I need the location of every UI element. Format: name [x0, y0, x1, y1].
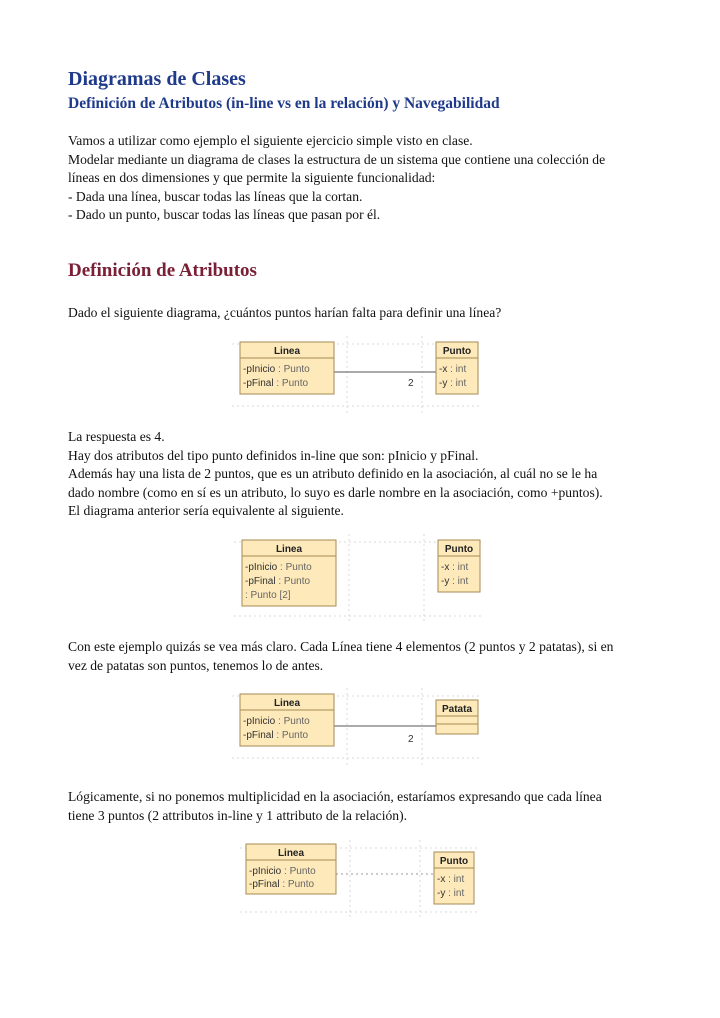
class-box-punto — [436, 342, 478, 394]
svg-text:-pInicio : Punto — [245, 562, 312, 573]
text-line: vez de patatas son puntos, tenemos lo de antes. — [68, 657, 324, 673]
class-name: Linea — [277, 848, 305, 859]
section-title: Definición de Atributos — [68, 260, 257, 281]
attribute-name: -pInicio — [243, 716, 276, 727]
attribute-type: : Punto — [275, 576, 311, 587]
attribute-type: : int — [445, 888, 465, 899]
question-paragraph — [68, 304, 652, 323]
document-title: Diagramas de Clases — [68, 68, 246, 90]
svg-text:-x : int — [441, 562, 468, 573]
attribute-type: : int — [449, 576, 469, 587]
class-diagram-4 — [240, 840, 480, 920]
svg-text:: Punto [2] — [245, 590, 291, 601]
attribute-name: -x — [441, 562, 450, 573]
attribute-type: : Punto — [273, 378, 309, 389]
svg-text:-pInicio : Punto — [243, 364, 310, 375]
class-box-punto — [438, 540, 480, 592]
attribute-name: -pFinal — [245, 576, 276, 587]
attribute-name: -pFinal — [243, 378, 274, 389]
svg-text:-y : int — [437, 888, 464, 899]
attribute-type: : int — [445, 874, 465, 885]
class-diagram-3 — [232, 688, 482, 768]
attribute-type: : Punto — [273, 730, 309, 741]
svg-text:-y : int — [441, 576, 468, 587]
svg-text:-y : int — [439, 378, 466, 389]
text-line: Dado el siguiente diagrama, ¿cuántos puntos harían falta para definir una línea? — [68, 305, 502, 320]
attribute-name: -pInicio — [243, 364, 276, 375]
text-line: Vamos a utilizar como ejemplo el siguiente ejercicio simple visto en clase. — [68, 133, 473, 148]
svg-text:-pFinal : Punto — [245, 576, 310, 587]
attribute-type: : Punto — [275, 364, 310, 375]
text-line: Con este ejemplo quizás se vea más claro. Cada Línea tiene 4 elementos (2 puntos y 2 patatas), si en — [68, 639, 614, 654]
logic-paragraph — [68, 788, 652, 825]
class-name: Punto — [439, 856, 469, 867]
text-line: tiene 3 puntos (2 attributos in-line y 1 attributo de la relación). — [68, 807, 408, 823]
attribute-name: -pFinal — [249, 879, 280, 890]
text-line: La respuesta es 4. — [68, 429, 165, 444]
text-line: líneas en dos dimensiones y que permite la siguiente funcionalidad: — [68, 170, 436, 185]
class-box-patata — [436, 700, 478, 734]
attribute-type: : Punto [2] — [245, 590, 291, 601]
attribute-type: : Punto — [281, 866, 316, 877]
class-name: Patata — [441, 704, 473, 715]
text-line: dado nombre (como en sí es un atributo, lo suyo es darle nombre en la asociación, como +puntos). — [68, 484, 603, 500]
attribute-name: -y — [439, 378, 448, 389]
attribute-name: -x — [437, 874, 446, 885]
svg-text:-x : int — [439, 364, 466, 375]
svg-text:-pFinal : Punto — [243, 730, 308, 741]
text-line: Hay dos atributos del tipo punto definidos in-line que son: pInicio y pFinal. — [68, 447, 479, 463]
text-line: Lógicamente, si no ponemos multiplicidad en la asociación, estaríamos expresando que cada línea — [68, 789, 602, 804]
answer-paragraph — [68, 428, 652, 521]
class-box-punto — [434, 852, 474, 904]
class-name: Linea — [273, 346, 301, 357]
attribute-type: : int — [447, 364, 467, 375]
multiplicity-label: 2 — [408, 734, 414, 745]
svg-text:-pFinal : Punto — [243, 378, 308, 389]
text-line: - Dada una línea, buscar todas las líneas que la cortan. — [68, 188, 363, 204]
class-name: Punto — [444, 544, 474, 555]
svg-text:-pFinal : Punto — [249, 879, 314, 890]
attribute-name: -x — [439, 364, 448, 375]
class-diagram-2 — [234, 534, 484, 624]
patatas-paragraph — [68, 638, 652, 675]
class-diagram-1 — [232, 336, 482, 416]
multiplicity-label: 2 — [408, 378, 414, 389]
attribute-type: : int — [449, 562, 469, 573]
svg-text:-pInicio : Punto — [243, 716, 310, 727]
attribute-type: : int — [447, 378, 467, 389]
text-line: - Dado un punto, buscar todas las líneas que pasan por él. — [68, 207, 381, 222]
class-box-linea — [240, 694, 334, 746]
svg-text:-pInicio : Punto — [249, 866, 316, 877]
text-line: El diagrama anterior sería equivalente al siguiente. — [68, 503, 344, 518]
class-name: Linea — [275, 544, 303, 555]
intro-paragraph — [68, 132, 652, 225]
attribute-name: -y — [441, 576, 450, 587]
document-subtitle: Definición de Atributos (in-line vs en la relación) y Navegabilidad — [68, 95, 500, 112]
attribute-name: -pInicio — [245, 562, 278, 573]
class-name: Linea — [273, 698, 301, 709]
class-box-linea — [246, 844, 336, 894]
class-box-linea — [240, 342, 334, 394]
svg-text:-x : int — [437, 874, 464, 885]
attribute-type: : Punto — [279, 879, 315, 890]
class-box-linea — [242, 540, 336, 606]
attribute-name: -pInicio — [249, 866, 282, 877]
attribute-name: -y — [437, 888, 446, 899]
attribute-name: -pFinal — [243, 730, 274, 741]
class-name: Punto — [442, 346, 472, 357]
text-line: Además hay una lista de 2 puntos, que es un atributo definido en la asociación, al cuál no se le ha — [68, 466, 598, 481]
text-line: Modelar mediante un diagrama de clases la estructura de un sistema que contiene una colección de — [68, 151, 606, 167]
attribute-type: : Punto — [277, 562, 312, 573]
attribute-type: : Punto — [275, 716, 310, 727]
